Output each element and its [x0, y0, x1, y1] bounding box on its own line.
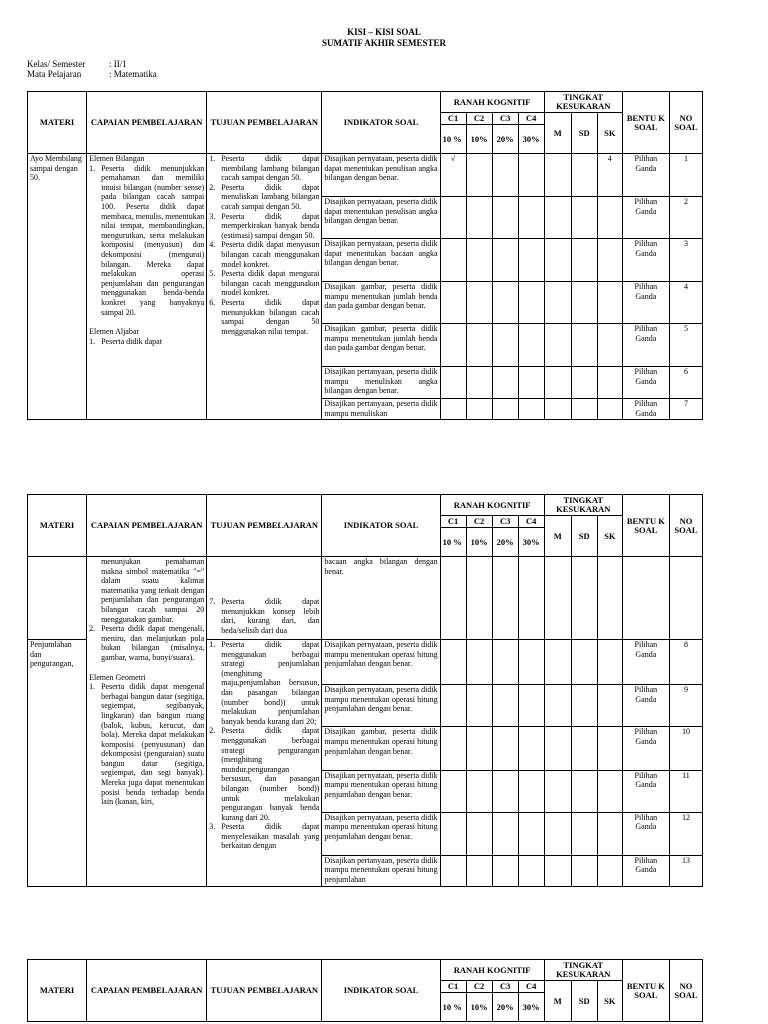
kelas-value: : II/1 — [109, 59, 127, 69]
capaian-continuation: menunjukan pemahaman makna simbol matematika "=" dalam suatu kalimat matematika yang terkait dengan penjumlahan dan pengurangan bilangan cacah sampai 20 menggunakan gambar. — [101, 557, 205, 624]
header-nosoal: NO SOAL — [669, 92, 702, 154]
tujuan-item: 6. Peserta didik dapat menunjukkan bilangan cacah sampai dengan 50 menggunakan nilai tempat. — [209, 297, 320, 336]
header-sk: SK — [597, 516, 622, 557]
kisi-table-page1 — [27, 91, 703, 420]
header-ranah: RANAH KOGNITIF — [440, 960, 544, 981]
bentuk-cell: Pilihan Ganda — [622, 367, 669, 399]
tujuan-item: 4. Peserta didik dapat menyusun bilangan cacah menggunakan model konkret. — [209, 240, 320, 269]
header-p1: 10 % — [440, 528, 466, 557]
materi-cell — [28, 640, 87, 887]
header-capaian: CAPAIAN PEMBELAJARAN — [87, 92, 207, 154]
kisi-table-page3 — [27, 959, 703, 1022]
tujuan-item: 2. Peserta didik dapat menuliskan lambang bilangan cacah sampai dengan 50. — [209, 182, 320, 211]
header-m: M — [544, 981, 571, 1022]
header-p3: 20% — [492, 993, 518, 1022]
kelas-label: Kelas/ Semester — [27, 59, 86, 69]
header-ranah: RANAH KOGNITIF — [440, 495, 544, 516]
capaian-cell — [87, 154, 207, 420]
header-c3: C3 — [492, 113, 518, 125]
header-tujuan: TUJUAN PEMBELAJARAN — [207, 92, 322, 154]
indikator-cell: Disajikan gambar, peserta didik mampu menentukan jumlah benda dan pada gambar dengan benar. — [322, 324, 440, 367]
header-c4: C4 — [518, 113, 544, 125]
header-c4: C4 — [518, 981, 544, 993]
header-p3: 20% — [492, 528, 518, 557]
indikator-cell: Disajikan pertanyaan, peserta didik mampu menuliskan — [322, 399, 440, 420]
header-tujuan: TUJUAN PEMBELAJARAN — [207, 960, 322, 1022]
nosoal-cell: 3 — [669, 239, 702, 282]
bentuk-cell: Pilihan Ganda — [622, 770, 669, 812]
header-c1: C1 — [440, 516, 466, 528]
capaian-heading: Elemen Bilangan — [89, 154, 145, 163]
header-m: M — [544, 113, 571, 154]
header-capaian: CAPAIAN PEMBELAJARAN — [87, 495, 207, 557]
nosoal-cell: 12 — [669, 812, 702, 855]
kisi-table-page2 — [27, 494, 703, 887]
header-sk: SK — [597, 113, 622, 154]
header-p1: 10 % — [440, 993, 466, 1022]
header-tingkat: TINGKAT KESUKARAN — [544, 960, 622, 981]
document-subtitle: SUMATIF AKHIR SEMESTER — [321, 38, 447, 48]
header-nosoal: NO SOAL — [669, 495, 702, 557]
mapel-line — [27, 69, 157, 79]
header-c2: C2 — [466, 981, 492, 993]
capaian-item: 1. Peserta didik dapat — [89, 336, 162, 346]
kelas-line — [27, 59, 127, 69]
header-c2: C2 — [466, 113, 492, 125]
tujuan-item: 3. Peserta didik dapat memperkirakan banyak benda (estimasi) sampai dengan 50. — [209, 211, 320, 240]
capaian-item: 1. Peserta didik dapat mengenal berbagai bangun datar (segitiga, segiempat, segibanyak, lingkaran) dan bangun ruang (balok, kubus, kerucut, dan bola). Mereka dapat melakukan komposisi (penyusunan) dan dekomposisi (penguraian) suatu bangun datar (segitiga, segiempat, dan segi banyak). Mereka juga dapat menentukan posisi benda terhadap benda lain (kanan, kiri, — [89, 682, 205, 807]
nosoal-cell: 11 — [669, 770, 702, 812]
indikator-cell: Disajikan pernyataan, peserta didik dapat menentukan penulisan angka bilangan dengan benar. — [322, 154, 440, 197]
header-tujuan: TUJUAN PEMBELAJARAN — [207, 495, 322, 557]
header-sk: SK — [597, 981, 622, 1022]
bentuk-cell: Pilihan Ganda — [622, 685, 669, 727]
header-c1: C1 — [440, 113, 466, 125]
header-tingkat: TINGKAT KESUKARAN — [544, 495, 622, 516]
tujuan-item: 3. Peserta didik dapat menyelesaikan masalah yang berkaitan dengan — [209, 822, 320, 851]
header-bentuk: BENTU K SOAL — [622, 92, 669, 154]
tujuan-item: 5. Peserta didik dapat mengurai bilangan cacah menggunakan model konkret. — [209, 269, 320, 298]
header-p1: 10 % — [440, 125, 466, 154]
bentuk-cell: Pilihan Ganda — [622, 239, 669, 282]
nosoal-cell: 4 — [669, 282, 702, 324]
header-sd: SD — [571, 113, 597, 154]
materi-text: Ayo Membilang sampai dengan 50. — [30, 154, 82, 183]
capaian-heading-geometri: Elemen Geometri — [89, 672, 146, 682]
indikator-cell: Disajikan pertanyaan, peserta didik mampu menentukan operasi hitung penjumlahan — [322, 855, 440, 886]
nosoal-cell: 5 — [669, 324, 702, 367]
indikator-cell: Disajikan pernyataan, peserta didik mampu menentukan operasi hitung penjumlahan dengan benar. — [322, 685, 440, 727]
tujuan-continuation-cell — [207, 557, 322, 640]
bentuk-cell: Pilihan Ganda — [622, 282, 669, 324]
header-sd: SD — [571, 981, 597, 1022]
nosoal-cell: 10 — [669, 727, 702, 770]
materi-text: Penjumlahan dan pengurangan, — [30, 640, 74, 669]
tujuan-item: 1. Peserta didik dapat membilang lambang bilangan cacah sampai dengan 50. — [209, 154, 320, 183]
nosoal-cell: 7 — [669, 399, 702, 420]
indikator-cell: Disajikan pernyataan, peserta didik dapat menentukan penulisan angka bilangan dengan benar. — [322, 197, 440, 239]
bentuk-cell: Pilihan Ganda — [622, 154, 669, 197]
header-p2: 10% — [466, 528, 492, 557]
header-c3: C3 — [492, 981, 518, 993]
header-materi: MATERI — [28, 92, 87, 154]
header-p2: 10% — [466, 993, 492, 1022]
indikator-cell: Disajikan pernyataan, peserta didik mampu menentukan operasi hitung penjumlahan dengan benar. — [322, 770, 440, 812]
nosoal-cell: 8 — [669, 640, 702, 685]
materi-cell — [28, 154, 87, 420]
capaian-item: 2. Peserta didik dapat mengenali, meniru, dan melanjutkan pola bukan bilangan (misalnya, gambar, warna, bunyi/suara). — [89, 624, 205, 662]
tujuan-item: 7. Peserta didik dapat menunjukkan konsep lebih dari, kurang dari, dan beda/selisih dari dua — [209, 597, 320, 635]
c1-cell: √ — [440, 154, 466, 197]
header-c3: C3 — [492, 516, 518, 528]
tujuan-item: 2. Peserta didik dapat menggunakan berbagai strategi pengurangan (menghitung mundur,pengurangan bersusun, dan pasangan bilangan (number bond)) untuk melakukan pengurangan banyak benda kurang dari 20. — [209, 726, 320, 822]
header-tingkat: TINGKAT KESUKARAN — [544, 92, 622, 113]
indikator-cell: Disajikan pernyataan, peserta didik mampu menentukan operasi hitung penjumlahan dengan benar. — [322, 640, 440, 685]
indikator-cell: Disajikan pernyataan, peserta didik mampu menentukan operasi hitung penjumlahan dengan benar. — [322, 812, 440, 855]
header-p4: 30% — [518, 993, 544, 1022]
bentuk-cell: Pilihan Ganda — [622, 324, 669, 367]
nosoal-cell: 2 — [669, 197, 702, 239]
nosoal-cell: 6 — [669, 367, 702, 399]
header-bentuk: BENTU K SOAL — [622, 960, 669, 1022]
header-p2: 10% — [466, 125, 492, 154]
bentuk-cell: Pilihan Ganda — [622, 197, 669, 239]
tujuan-cell — [207, 640, 322, 887]
header-indikator: INDIKATOR SOAL — [322, 495, 440, 557]
header-sd: SD — [571, 516, 597, 557]
header-materi: MATERI — [28, 960, 87, 1022]
tujuan-item: 1. Peserta didik dapat menggunakan berbagai strategi penjumlahan (menghitung maju,penjumlahan bersusun, dan pasangan bilangan (number bond)) untuk melakukan penjumlahan banyak benda kurang dari 20; — [209, 640, 320, 726]
header-bentuk: BENTU K SOAL — [622, 495, 669, 557]
header-capaian: CAPAIAN PEMBELAJARAN — [87, 960, 207, 1022]
capaian-item: 1. Peserta didik menunjukkan pemahaman dan memiliki intuisi bilangan (number sense) pada bilangan cacah sampai 100. Peserta didik dapat membaca, menulis, menentukan nilai tempat, membandingkan, mengurutkan, serta melakukan komposisi (menyusun) dan dekomposisi (mengurai) bilangan. Mereka dapat melakukan operasi penjumlahan dan pengurangan menggunakan benda-benda konkret yang banyaknya sampai 20. — [89, 163, 205, 317]
indikator-cell: Disajikan gambar, peserta didik mampu menentukan jumlah benda dan pada gambar dengan benar. — [322, 282, 440, 324]
header-indikator: INDIKATOR SOAL — [322, 960, 440, 1022]
header-c4: C4 — [518, 516, 544, 528]
capaian-heading-aljabar: Elemen Aljabar — [89, 327, 140, 337]
indikator-cell: Disajikan pertanyaan, peserta didik mampu menuliskan angka bilangan dengan benar. — [322, 367, 440, 399]
document-title: KISI – KISI SOAL — [347, 27, 421, 37]
mapel-label: Mata Pelajaran — [27, 69, 82, 79]
header-p3: 20% — [492, 125, 518, 154]
bentuk-cell: Pilihan Ganda — [622, 727, 669, 770]
header-p4: 30% — [518, 528, 544, 557]
capaian-cell — [87, 557, 207, 887]
tujuan-cell — [207, 154, 322, 420]
header-m: M — [544, 516, 571, 557]
bentuk-cell: Pilihan Ganda — [622, 640, 669, 685]
sk-cell: 4 — [597, 154, 622, 197]
header-c2: C2 — [466, 516, 492, 528]
header-materi: MATERI — [28, 495, 87, 557]
nosoal-cell: 1 — [669, 154, 702, 197]
bentuk-cell: Pilihan Ganda — [622, 812, 669, 855]
header-ranah: RANAH KOGNITIF — [440, 92, 544, 113]
bentuk-cell: Pilihan Ganda — [622, 399, 669, 420]
header-c1: C1 — [440, 981, 466, 993]
indikator-cell: Disajikan gambar, peserta didik mampu menentukan operasi hitung penjumlahan dengan benar. — [322, 727, 440, 770]
nosoal-cell: 13 — [669, 855, 702, 886]
nosoal-cell: 9 — [669, 685, 702, 727]
mapel-value: : Matematika — [109, 69, 157, 79]
bentuk-cell: Pilihan Ganda — [622, 855, 669, 886]
header-nosoal: NO SOAL — [669, 960, 702, 1022]
header-indikator: INDIKATOR SOAL — [322, 92, 440, 154]
header-p4: 30% — [518, 125, 544, 154]
indikator-continuation: bacaan angka bilangan dengan benar. — [322, 557, 440, 640]
indikator-cell: Disajikan pernyataan, peserta didik dapat menentukan bacaan angka bilangan dengan benar. — [322, 239, 440, 282]
